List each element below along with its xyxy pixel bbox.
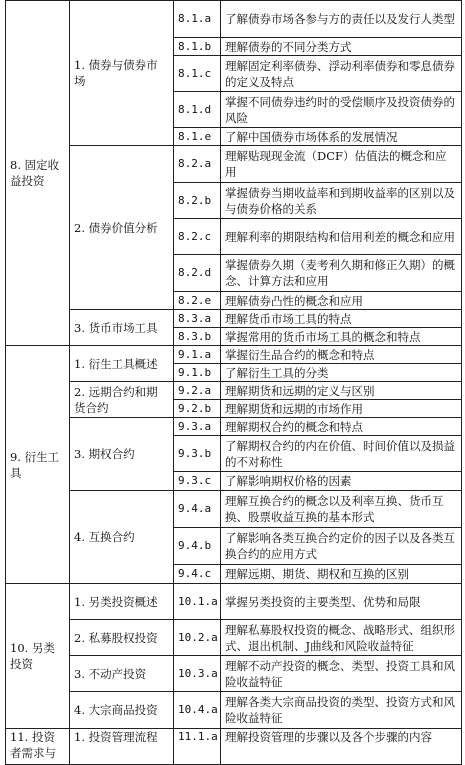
item-code: 8.1.c	[174, 56, 221, 92]
item-code: 9.4.b	[174, 528, 221, 565]
table-row	[6, 729, 462, 765]
item-code: 8.2.d	[174, 255, 221, 292]
table-row	[6, 382, 462, 400]
chapter-title: 10. 另类投资	[6, 584, 70, 729]
section-title: 3. 期权合约	[70, 418, 174, 491]
item-description: 掌握衍生品合约的概念和特点	[221, 346, 462, 364]
section-title: 2. 债券价值分析	[70, 146, 174, 310]
section-title: 4. 互换合约	[70, 491, 174, 584]
item-code: 8.2.c	[174, 219, 221, 255]
chapter-title: 11. 投资者需求与	[6, 729, 70, 765]
chapter-title: 8. 固定收益投资	[6, 1, 70, 346]
section-title: 4. 大宗商品投资	[70, 692, 174, 729]
item-description: 了解中国债券市场体系的发展情况	[221, 128, 462, 146]
item-description: 理解远期、期货、期权和互换的区别	[221, 565, 462, 584]
table-row	[6, 491, 462, 528]
section-title: 2. 远期合约和期货合约	[70, 382, 174, 418]
item-code: 8.1.b	[174, 38, 221, 56]
item-code: 9.4.c	[174, 565, 221, 584]
item-description: 掌握不同债券违约时的受偿顺序及投资债券的风险	[221, 92, 462, 128]
section-title: 1. 债券与债券市场	[70, 1, 174, 146]
item-description: 掌握另类投资的主要类型、优势和局限	[221, 584, 462, 620]
table-row	[6, 418, 462, 436]
table-row	[6, 346, 462, 364]
section-title: 1. 另类投资概述	[70, 584, 174, 620]
item-code: 9.1.a	[174, 346, 221, 364]
item-description: 理解期权合约的概念和特点	[221, 418, 462, 436]
table-row	[6, 310, 462, 328]
item-code: 9.2.b	[174, 400, 221, 418]
item-description: 理解债券凸性的概念和应用	[221, 292, 462, 310]
item-code: 10.3.a	[174, 656, 221, 692]
chapter-title: 9. 衍生工具	[6, 346, 70, 584]
item-description: 理解货币市场工具的特点	[221, 310, 462, 328]
section-title: 3. 货币市场工具	[70, 310, 174, 346]
item-code: 8.3.b	[174, 328, 221, 346]
table-row	[6, 620, 462, 656]
item-description: 了解影响各类互换合约定价的因子以及各类互换合约的应用方式	[221, 528, 462, 565]
item-description: 理解贴现现金流（DCF）估值法的概念和应用	[221, 146, 462, 183]
table-row	[6, 656, 462, 692]
section-title: 1. 衍生工具概述	[70, 346, 174, 382]
table-row	[6, 146, 462, 183]
item-code: 10.2.a	[174, 620, 221, 656]
item-description: 了解衍生工具的分类	[221, 364, 462, 382]
item-description: 理解债券的不同分类方式	[221, 38, 462, 56]
item-description: 掌握债券当期收益率和到期收益率的区别以及与债券价格的关系	[221, 183, 462, 219]
item-description: 理解利率的期限结构和信用利差的概念和应用	[221, 219, 462, 255]
table-row	[6, 584, 462, 620]
item-description: 理解私募股权投资的概念、战略形式、组织形式、退出机制、J曲线和风险收益特征	[221, 620, 462, 656]
table-row	[6, 1, 462, 38]
syllabus-page	[5, 0, 461, 765]
item-code: 8.2.a	[174, 146, 221, 183]
item-description: 理解互换合约的概念以及利率互换、货币互换、股票收益互换的基本形式	[221, 491, 462, 528]
item-code: 8.1.a	[174, 1, 221, 38]
item-code: 10.1.a	[174, 584, 221, 620]
item-description: 理解固定利率债券、浮动利率债券和零息债券的定义及特点	[221, 56, 462, 92]
item-description: 理解各类大宗商品投资的类型、投资方式和风险收益特征	[221, 692, 462, 729]
item-description: 掌握常用的货币市场工具的概念和特点	[221, 328, 462, 346]
section-title: 2. 私募股权投资	[70, 620, 174, 656]
item-code: 8.2.b	[174, 183, 221, 219]
item-code: 9.3.b	[174, 436, 221, 472]
item-code: 9.3.c	[174, 472, 221, 491]
item-code: 9.1.b	[174, 364, 221, 382]
syllabus-table	[5, 0, 462, 765]
syllabus-body	[6, 1, 462, 765]
item-description: 理解投资管理的步骤以及各个步骤的内容	[221, 729, 462, 765]
item-description: 掌握债券久期（麦考利久期和修正久期）的概念、计算方法和应用	[221, 255, 462, 292]
section-title: 1. 投资管理流程	[70, 729, 174, 765]
item-code: 8.3.a	[174, 310, 221, 328]
item-description: 了解期权合约的内在价值、时间价值以及损益的不对称性	[221, 436, 462, 472]
table-row	[6, 692, 462, 729]
item-code: 8.2.e	[174, 292, 221, 310]
item-code: 9.3.a	[174, 418, 221, 436]
item-description: 了解影响期权价格的因素	[221, 472, 462, 491]
item-code: 11.1.a	[174, 729, 221, 765]
item-code: 10.4.a	[174, 692, 221, 729]
item-code: 9.2.a	[174, 382, 221, 400]
section-title: 3. 不动产投资	[70, 656, 174, 692]
item-description: 理解不动产投资的概念、类型、投资工具和风险收益特征	[221, 656, 462, 692]
item-description: 理解期货和远期的市场作用	[221, 400, 462, 418]
item-description: 了解债券市场各参与方的责任以及发行人类型	[221, 1, 462, 38]
item-description: 理解期货和远期的定义与区别	[221, 382, 462, 400]
item-code: 9.4.a	[174, 491, 221, 528]
item-code: 8.1.d	[174, 92, 221, 128]
item-code: 8.1.e	[174, 128, 221, 146]
